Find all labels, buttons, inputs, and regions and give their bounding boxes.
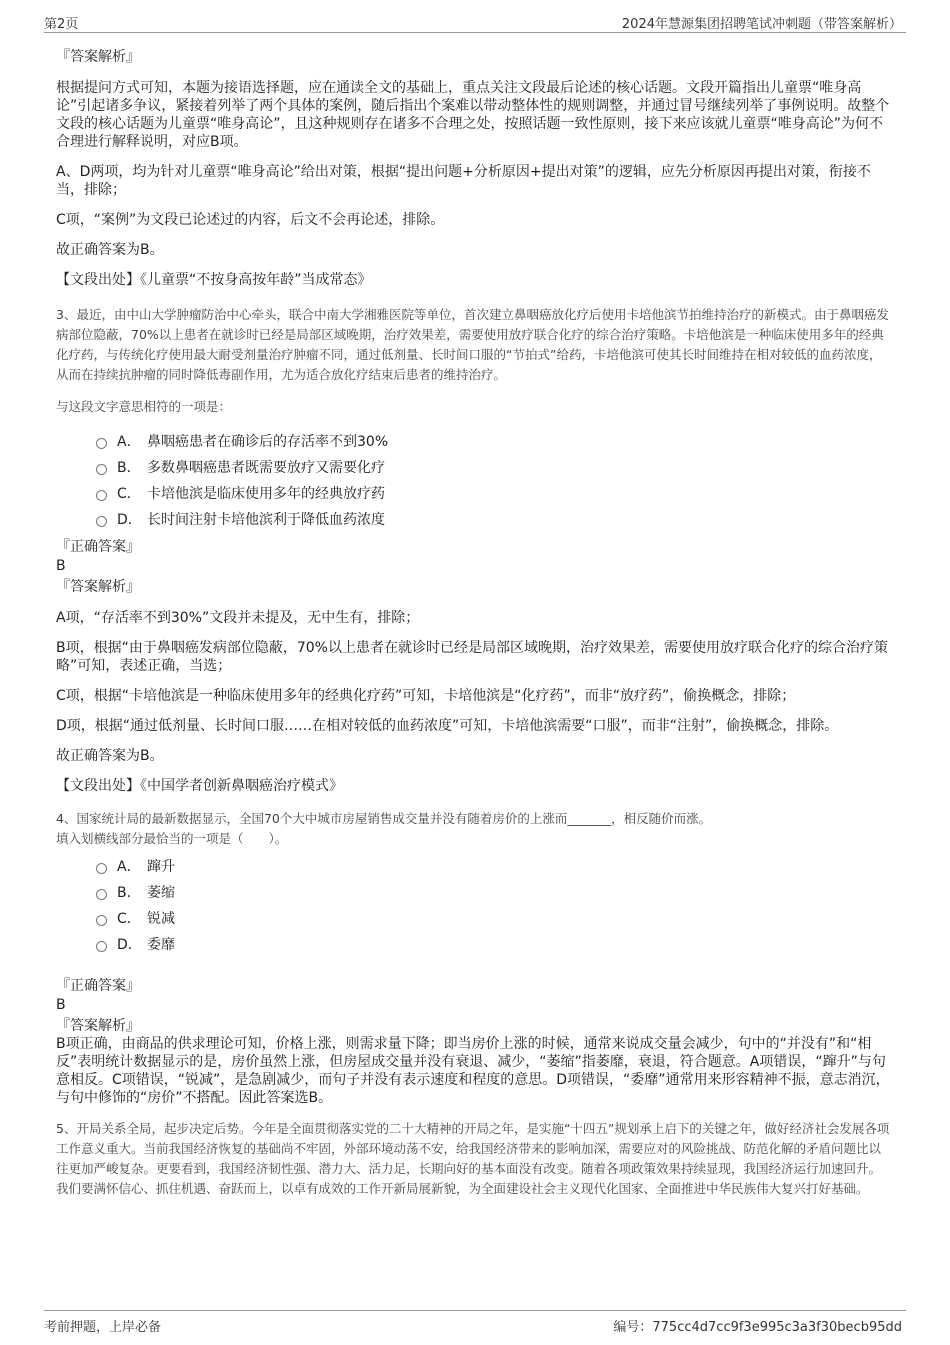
analysis-paragraph: C项，“案例”为文段已论述过的内容，后文不会再论述，排除。 (56, 212, 445, 228)
analysis-paragraph: B项正确，由商品的供求理论可知，价格上涨，则需求量下降；即当房价上涨的时候，通常来说成交量会减少，句中的“并没有”和“相反”表明统计数据显示的是，房价虽然上涨，但房屋成交量并没有衰退、减少，“萎缩”指萎靡，衰退，符合题意。A项错误，“蹿升”与句意相反。C项错误，“锐减”，是急剧减少，而句子并没有表示速度和程度的意思。D项错误，“委靡”通常用来形容精神不振，意志消沉，与句中修饰的“房价”不搭配。因此答案选B。 (56, 1036, 890, 1106)
answer-value: B (56, 997, 66, 1013)
analysis-label: 『答案解析』 (56, 49, 140, 65)
analysis-paragraph: C项，根据“卡培他滨是一种临床使用多年的经典化疗药”可知，卡培他滨是“化疗药”，而非“放疗药”，偷换概念，排除； (56, 688, 796, 704)
option-d[interactable]: D． 长时间注射卡培他滨利于降低血药浓度 (96, 506, 890, 532)
analysis-paragraph: 根据提问方式可知，本题为接语选择题，应在通读全文的基础上，重点关注文段最后论述的核心话题。文段开篇指出儿童票“唯身高论”引起诸多争议，紧接着列举了两个具体的案例，随后指出个案难以带动整体性的规则调整，并通过冒号继续列举了事例说明。故整个文段的核心话题为儿童票“唯身高论”，且这种规则存在诸多不合理之处，按照话题一致性原则，接下来应该就儿童票“唯身高论”为何不合理进行解释说明，对应B项。 (56, 80, 890, 150)
option-a[interactable]: A． 蹿升 (96, 853, 890, 879)
analysis-paragraph: B项，根据“由于鼻咽癌发病部位隐蔽，70%以上患者在就诊时已经是局部区域晚期，治疗效果差，需要使用放疗联合化疗的综合治疗策略”可知，表述正确，当选； (56, 640, 888, 674)
analysis-paragraph: A项，“存活率不到30%”文段并未提及，无中生有，排除； (56, 610, 420, 626)
page-footer (44, 1310, 906, 1337)
question-stem: 3、最近，由中山大学肿瘤防治中心牵头，联合中南大学湘雅医院等单位，首次建立鼻咽癌放化疗后使用卡培他滨节拍维持治疗的新模式。由于鼻咽癌发病部位隐蔽，70%以上患者在就诊时已经是局部区域晚期，治疗效果差，需要使用放疗联合化疗的综合治疗策略。卡培他滨是一种临床使用多年的经典化疗药，与传统化疗使用最大耐受剂量治疗肿瘤不同，通过低剂量、长时间口服的“节拍式”给药，卡培他滨可使其长时间维持在相对较低的血药浓度，从而在持续抗肿瘤的同时降低毒副作用，尤为适合放化疗结束后患者的维持治疗。 (56, 307, 889, 382)
question-stem: 4、国家统计局的最新数据显示，全国70个大中城市房屋销售成交量并没有随着房价的上涨而_______，相反随价而涨。 (56, 811, 712, 826)
page-content (56, 46, 890, 1199)
option-c[interactable]: C． 卡培他滨是临床使用多年的经典放疗药 (96, 480, 890, 506)
option-d[interactable]: D． 委靡 (96, 931, 890, 957)
source-citation: 【文段出处】《儿童票“不按身高按年龄”当成常态》 (56, 272, 372, 288)
answer-label: 『正确答案』 (56, 978, 140, 994)
document-id: 编号：775cc4d7cc9f3e995c3a3f30becb95dd (613, 1320, 902, 1335)
radio-icon[interactable] (96, 915, 107, 926)
option-list (56, 428, 890, 532)
answer-value: B (56, 558, 66, 574)
analysis-label: 『答案解析』 (56, 579, 140, 595)
correct-answer-statement: 故正确答案为B。 (56, 748, 164, 764)
page-number: 第2页 (44, 17, 79, 32)
answer-label: 『正确答案』 (56, 539, 140, 555)
analysis-paragraph: A、D两项，均为针对儿童票“唯身高论”给出对策，根据“提出问题+分析原因+提出对策”的逻辑，应先分析原因再提出对策，衔接不当，排除； (56, 164, 871, 198)
option-list (56, 853, 890, 957)
radio-icon[interactable] (96, 941, 107, 952)
option-c[interactable]: C． 锐减 (96, 905, 890, 931)
page-header (44, 10, 906, 33)
document-title: 2024年慧源集团招聘笔试冲刺题（带答案解析） (621, 17, 902, 32)
radio-icon[interactable] (96, 464, 107, 475)
option-a[interactable]: A． 鼻咽癌患者在确诊后的存活率不到30% (96, 428, 890, 454)
radio-icon[interactable] (96, 863, 107, 874)
radio-icon[interactable] (96, 889, 107, 900)
correct-answer-statement: 故正确答案为B。 (56, 242, 164, 258)
radio-icon[interactable] (96, 438, 107, 449)
question-prompt: 与这段文字意思相符的一项是： (56, 399, 232, 414)
option-b[interactable]: B． 多数鼻咽癌患者既需要放疗又需要化疗 (96, 454, 890, 480)
question-stem: 5、开局关系全局，起步决定后势。今年是全面贯彻落实党的二十大精神的开局之年，是实施“十四五”规划承上启下的关键之年，做好经济社会发展各项工作意义重大。当前我国经济恢复的基础尚不牢固，外部环境动荡不安，给我国经济带来的影响加深，需要应对的风险挑战、防范化解的矛盾问题比以往更加严峻复杂。更要看到，我国经济韧性强、潜力大、活力足，长期向好的基本面没有改变。随着各项政策效果持续显现，我国经济运行加速回升。我们要满怀信心、抓住机遇、奋跃而上，以卓有成效的工作开新局展新貌，为全面建设社会主义现代化国家、全面推进中华民族伟大复兴打好基础。 (56, 1121, 890, 1196)
radio-icon[interactable] (96, 490, 107, 501)
analysis-paragraph: D项，根据“通过低剂量、长时间口服……在相对较低的血药浓度”可知，卡培他滨需要“口服”，而非“注射”，偷换概念，排除。 (56, 718, 839, 734)
option-b[interactable]: B． 萎缩 (96, 879, 890, 905)
radio-icon[interactable] (96, 516, 107, 527)
analysis-label: 『答案解析』 (56, 1018, 140, 1034)
question-prompt: 填入划横线部分最恰当的一项是（ ）。 (56, 831, 288, 846)
footer-slogan: 考前押题，上岸必备 (44, 1320, 162, 1335)
source-citation: 【文段出处】《中国学者创新鼻咽癌治疗模式》 (56, 778, 343, 794)
